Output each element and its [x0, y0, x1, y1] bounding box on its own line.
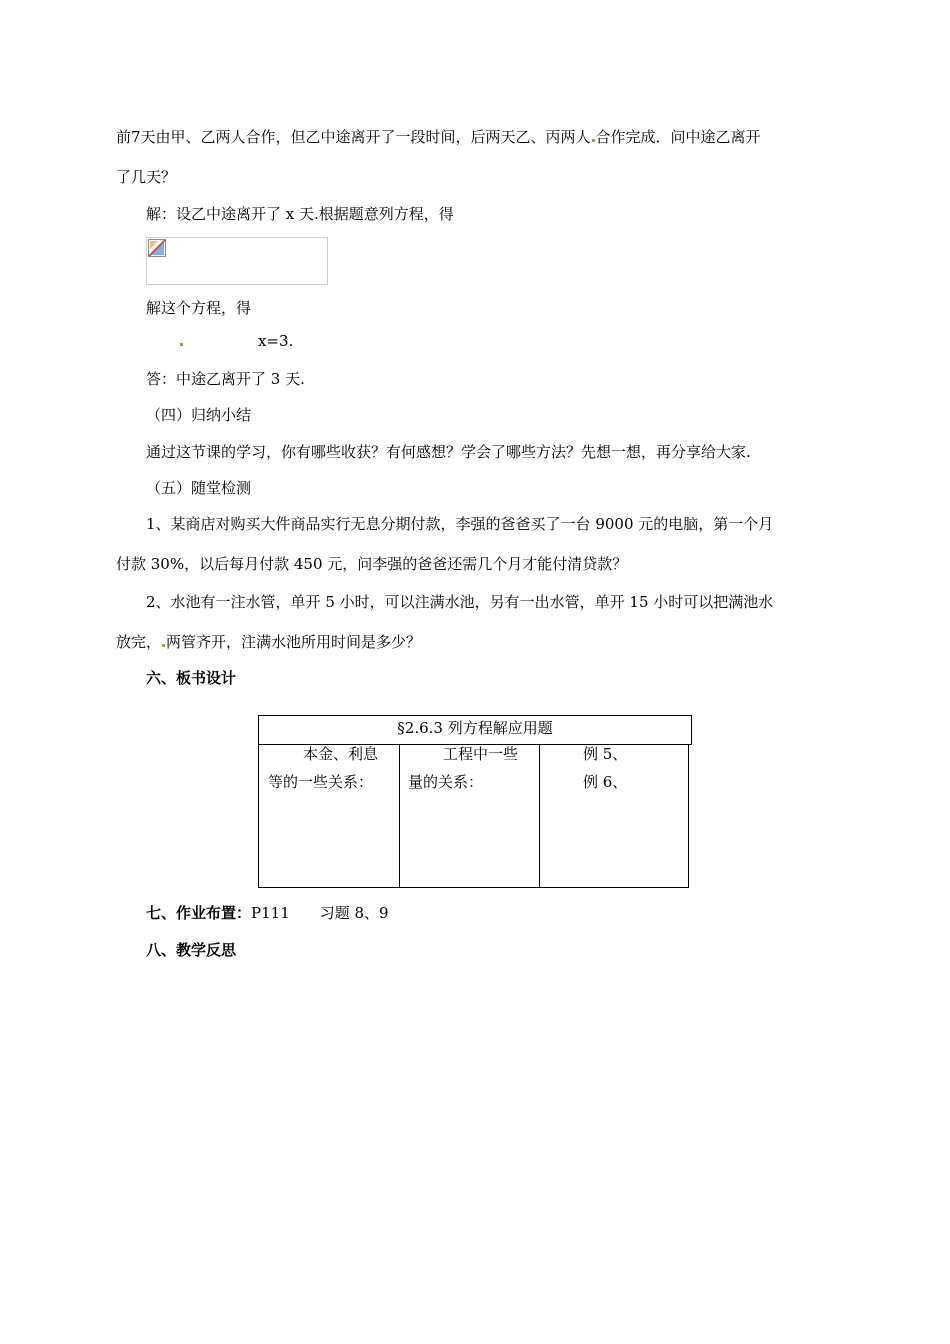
- paragraph-line-2: 了几天？: [116, 168, 177, 186]
- board-col2-line1: 工程中一些: [443, 745, 519, 763]
- board-col3-line1: 例 5、: [583, 745, 628, 763]
- board-table: [258, 744, 689, 888]
- marker-dot: [162, 644, 165, 647]
- board-table-title: §2.6.3 列方程解应用题: [258, 715, 692, 745]
- summary-text: 通过这节课的学习，你有哪些收获？有何感想？学会了哪些方法？先想一想，再分享给大家.: [146, 443, 751, 461]
- marker-dot: [592, 139, 595, 142]
- section-summary-heading: （四）归纳小结: [146, 406, 252, 424]
- solve-equation-line: 解这个方程，得: [146, 299, 252, 317]
- quiz-question-2-line-2: [116, 632, 421, 652]
- quiz-question-1-line-1: 1、某商店对购买大件商品实行无息分期付款，李强的爸爸买了一台 9000 元的电脑，第一个月: [146, 515, 774, 533]
- heading-board-design: 六、板书设计: [146, 669, 237, 687]
- text-segment: 两管齐开，注满水池所用时间是多少？: [166, 633, 422, 651]
- table-divider: [399, 744, 400, 887]
- broken-image-icon: [148, 239, 166, 257]
- board-col1-line1: 本金、利息: [303, 745, 379, 763]
- text-segment: 放完，: [116, 633, 162, 651]
- board-col2-line2: 量的关系：: [408, 773, 484, 791]
- homework-line: [146, 903, 389, 923]
- quiz-question-2-line-1: 2、水池有一注水管，单开 5 小时，可以注满水池，另有一出水管，单开 15 小时可以把满池水: [146, 593, 774, 611]
- solution-intro: 解：设乙中途离开了 x 天.根据题意列方程，得: [146, 205, 454, 223]
- quiz-question-1-line-2: 付款 30%，以后每月付款 450 元，问李强的爸爸还需几个月才能付清贷款？: [116, 555, 628, 573]
- heading-homework: 七、作业布置：: [146, 904, 252, 922]
- board-col3-line2: 例 6、: [583, 773, 628, 791]
- table-divider: [539, 744, 540, 887]
- marker-dot: [180, 343, 183, 346]
- paragraph-line-1: [116, 127, 761, 147]
- answer-line: 答：中途乙离开了 3 天.: [146, 370, 305, 388]
- equation-image-placeholder: [146, 237, 328, 285]
- section-quiz-heading: （五）随堂检测: [146, 479, 252, 497]
- text-segment: 合作完成．问中途乙离开: [595, 128, 761, 146]
- text-segment: 前7天由甲、乙两人合作，但乙中途离开了一段时间，后两天乙、丙两人: [116, 128, 591, 146]
- homework-value: P111 习题 8、9: [251, 904, 389, 922]
- heading-teaching-reflection: 八、教学反思: [146, 941, 237, 959]
- solution-result: x=3.: [258, 332, 294, 350]
- board-col1-line2: 等的一些关系：: [268, 773, 374, 791]
